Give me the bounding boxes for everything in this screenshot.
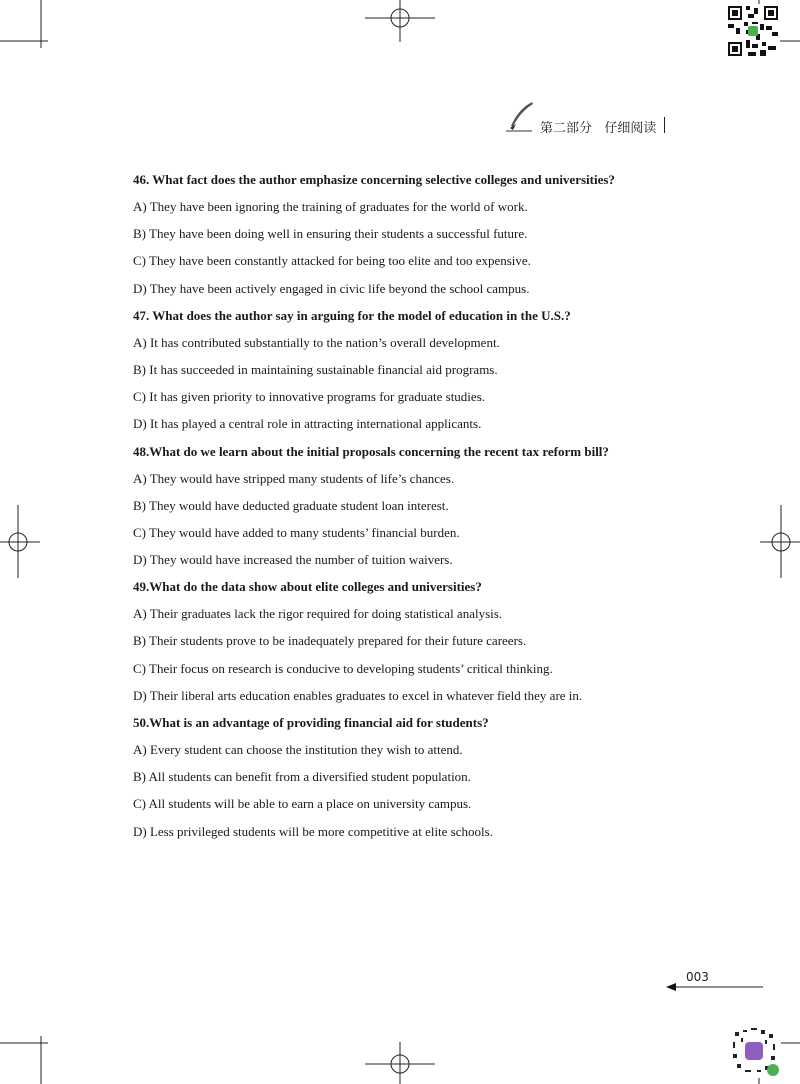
option-d: D) Less privileged students will be more competitive at elite schools. [133, 823, 493, 839]
qr-code-icon [726, 4, 780, 58]
qr-code-icon [727, 1024, 781, 1078]
question-title: 50.What is an advantage of providing financial aid for students? [133, 715, 489, 730]
option-a: A) They have been ignoring the training of graduates for the world of work. [133, 199, 528, 214]
option-d: D) Their liberal arts education enables graduates to excel in whatever field they are in. [133, 687, 583, 703]
section-title: 第二部分 仔细阅读 [540, 121, 657, 136]
question-48 [133, 438, 693, 574]
question-46 [133, 166, 693, 302]
question-50 [133, 709, 693, 845]
option-a: A) It has contributed substantially to the nation’s overall development. [133, 334, 500, 350]
option-a: A) Their graduates lack the rigor required for doing statistical analysis. [133, 606, 503, 622]
question-title: 48.What do we learn about the initial proposals concerning the recent tax reform bill? [133, 443, 609, 459]
option-b: B) They would have deducted graduate student loan interest. [133, 497, 449, 513]
quill-pen-icon [506, 100, 536, 132]
option-b: B) It has succeeded in maintaining sustainable financial aid programs. [133, 361, 498, 377]
page-number: 003 [686, 970, 709, 984]
option-b: B) They have been doing well in ensuring their students a successful future. [133, 226, 528, 242]
option-c: C) All students will be able to earn a place on university campus. [133, 796, 472, 812]
question-title: 46. What fact does the author emphasize concerning selective colleges and universities? [133, 172, 615, 187]
option-a: A) Every student can choose the institution they wish to attend. [133, 742, 463, 757]
option-d: D) It has played a central role in attracting international applicants. [133, 416, 482, 432]
header-divider [664, 117, 665, 133]
option-a: A) They would have stripped many students of life’s chances. [133, 470, 455, 486]
option-b: B) Their students prove to be inadequately prepared for their future careers. [133, 633, 527, 649]
question-title: 47. What does the author say in arguing for the model of education in the U.S.? [133, 307, 571, 323]
option-d: D) They would have increased the number of tuition waivers. [133, 552, 453, 568]
page-number-rule [666, 983, 766, 991]
question-47 [133, 302, 693, 438]
option-c: C) They would have added to many students’ financial burden. [133, 524, 460, 540]
option-c: C) It has given priority to innovative programs for graduate studies. [133, 389, 486, 405]
page-header [506, 100, 676, 134]
question-49 [133, 573, 693, 709]
option-c: C) Their focus on research is conducive to developing students’ critical thinking. [133, 660, 553, 676]
question-title: 49.What do the data show about elite colleges and universities? [133, 579, 482, 595]
question-list [133, 166, 693, 845]
option-c: C) They have been constantly attacked for being too elite and too expensive. [133, 253, 531, 269]
option-b: B) All students can benefit from a diversified student population. [133, 769, 471, 785]
option-d: D) They have been actively engaged in civic life beyond the school campus. [133, 280, 530, 296]
